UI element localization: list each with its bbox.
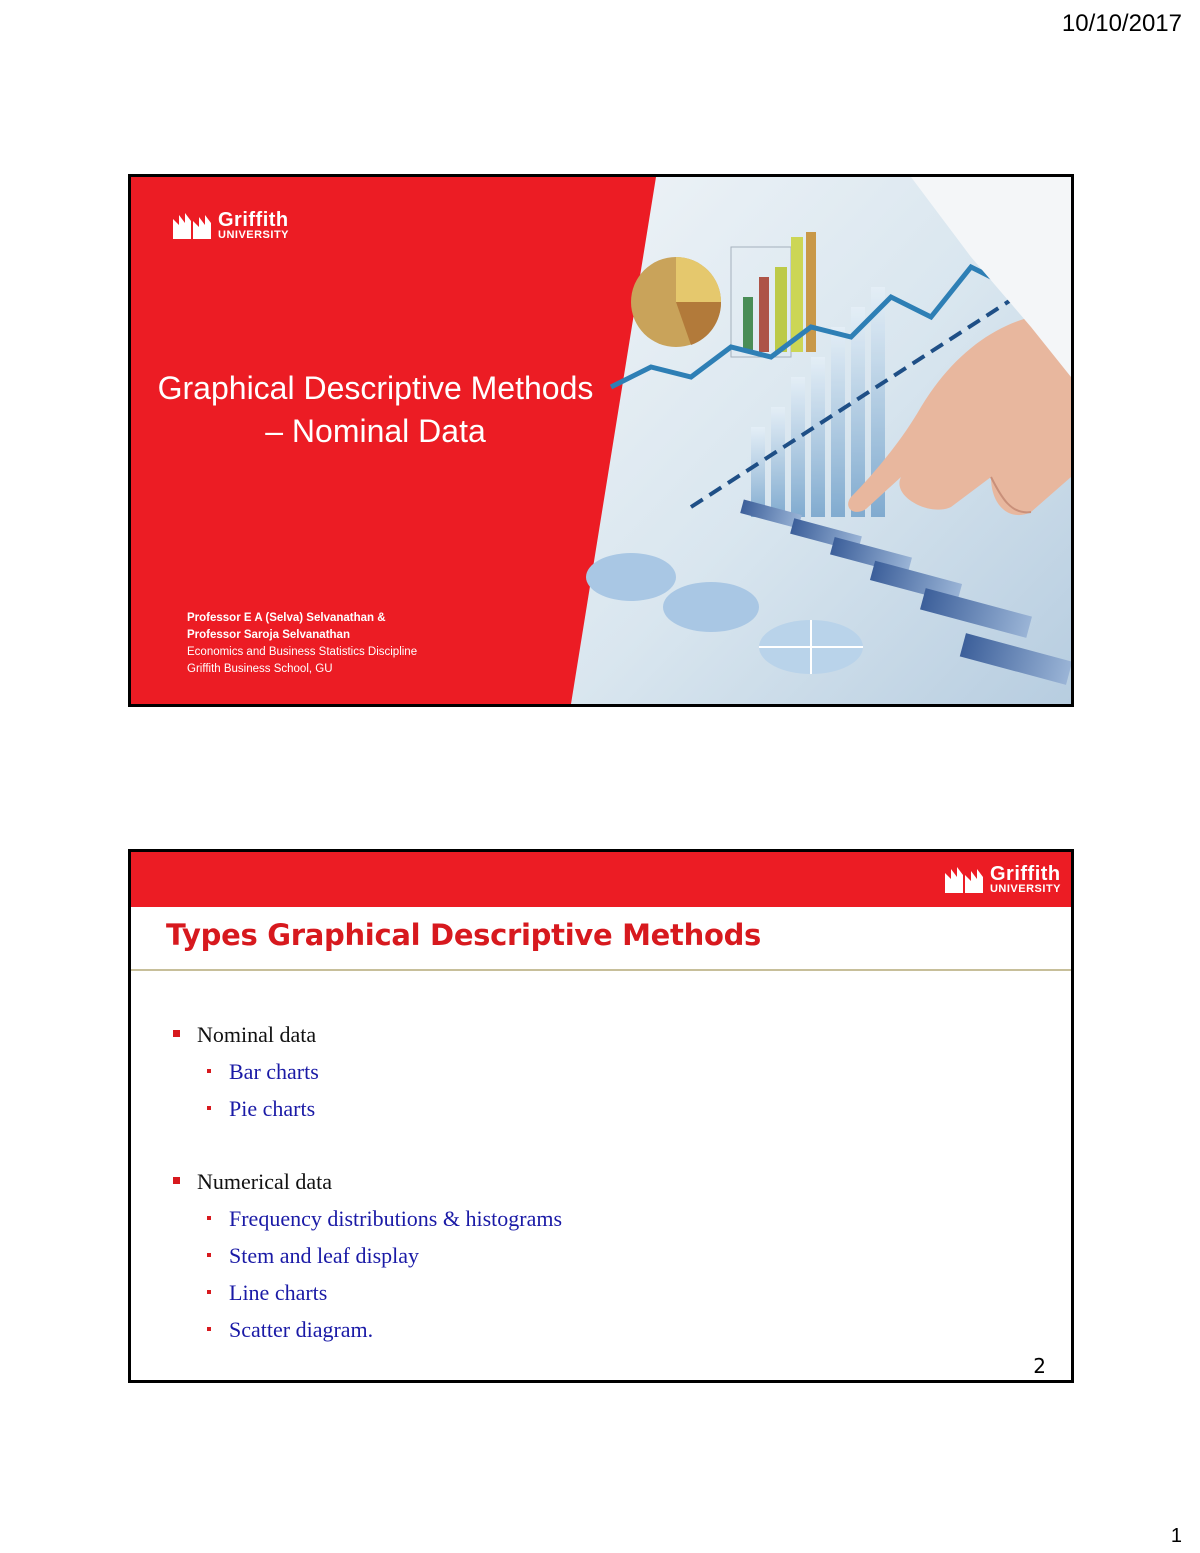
bullet-list <box>171 1016 562 1348</box>
griffith-logo <box>943 864 1061 895</box>
author-line: Economics and Business Statistics Discipline <box>187 646 418 658</box>
logo-line2: UNIVERSITY <box>989 883 1061 895</box>
logo-line1: Griffith <box>989 863 1061 885</box>
page-date: 10/10/2017 <box>1061 10 1182 37</box>
list-item: Pie charts <box>171 1090 562 1127</box>
university-crest-icon <box>943 865 987 895</box>
author-line: Professor Saroja Selvanathan <box>187 629 350 641</box>
authors-block <box>187 610 417 678</box>
logo-line1: Griffith <box>218 209 289 231</box>
list-item: Numerical data <box>171 1163 562 1200</box>
red-header-band <box>131 852 1071 907</box>
list-item: Frequency distributions & histograms <box>171 1200 562 1237</box>
griffith-logo <box>171 210 289 241</box>
divider <box>131 969 1071 971</box>
content-slide <box>128 849 1074 1383</box>
slide-number: 2 <box>1033 1354 1046 1378</box>
title-line-1: Graphical Descriptive Methods <box>157 370 594 406</box>
title-line-2: – Nominal Data <box>265 413 486 449</box>
slide-title <box>133 367 618 453</box>
author-line: Griffith Business School, GU <box>187 663 333 675</box>
list-item: Nominal data <box>171 1016 562 1053</box>
list-item: Bar charts <box>171 1053 562 1090</box>
list-spacer <box>171 1127 562 1163</box>
logo-line2: UNIVERSITY <box>218 229 290 241</box>
slide-title: Types Graphical Descriptive Methods <box>166 918 761 952</box>
list-item: Scatter diagram. <box>171 1311 562 1348</box>
page-number: 1 <box>1170 1525 1182 1547</box>
title-slide <box>128 174 1074 707</box>
list-item: Line charts <box>171 1274 562 1311</box>
author-line: Professor E A (Selva) Selvanathan & <box>187 612 386 624</box>
list-item: Stem and leaf display <box>171 1237 562 1274</box>
university-crest-icon <box>171 211 215 241</box>
